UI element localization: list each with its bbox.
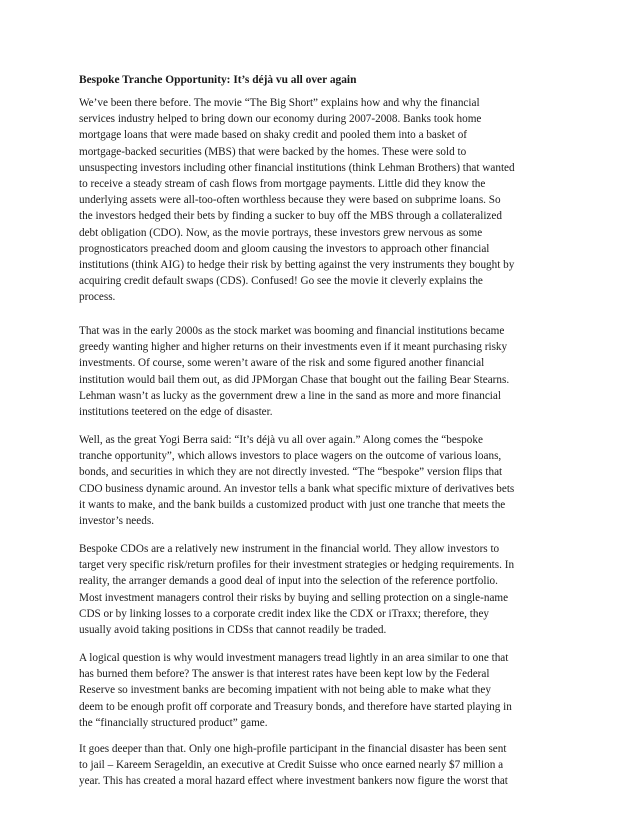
text-line: investments. Of course, some weren’t aware of the risk and some figured another financial — [79, 357, 485, 370]
text-line: Lehman wasn’t as lucky as the government drew a line in the sand as more and more financial — [79, 389, 501, 402]
paragraph-2 — [79, 323, 569, 420]
text-line: bonds, and securities in which they are not directly invested. “The “bespoke” version flips that — [79, 466, 503, 479]
text-line: CDO business dynamic around. An investor tells a bank what specific mixture of derivatives bets — [79, 482, 515, 495]
text-line: mortgage loans that were made based on shaky credit and pooled them into a basket of — [79, 129, 468, 142]
text-line: Most investment managers control their risks by buying and selling protection on a single-name — [79, 591, 509, 604]
text-line: year. This has created a moral hazard effect where investment bankers now figure the worst that — [79, 775, 508, 788]
text-line: target very specific risk/return profiles for their investment strategies or hedging requirements. In — [79, 559, 515, 572]
text-line: the investors hedged their bets by finding a sucker to buy off the MBS through a collateralized — [79, 210, 502, 223]
text-line: Bespoke CDOs are a relatively new instrument in the financial world. They allow investors to — [79, 543, 500, 555]
text-line: investor’s needs. — [79, 514, 154, 527]
text-line: institution would bail them out, as did JPMorgan Chase that bought out the failing Bear Stearns. — [79, 373, 510, 386]
text-line: deem to be enough profit off corporate and Treasury bonds, and therefore have started playing in — [79, 700, 512, 713]
text-line: it wants to make, and the bank builds a customized product with just one tranche that meets the — [79, 498, 506, 511]
text-line: We’ve been there before. The movie “The Big Short” explains how and why the financial — [79, 97, 480, 109]
document-title: Bespoke Tranche Opportunity: It’s déjà vu all over again — [79, 74, 357, 86]
text-line: institutions (think AIG) to hedge their risk by betting against the very instruments they bought by — [79, 258, 515, 271]
text-line: prognosticators preached doom and gloom causing the investors to approach other financial — [79, 242, 490, 255]
text-line: reality, the arranger demands a good deal of input into the selection of the reference portfolio. — [79, 575, 498, 588]
paragraph-4 — [79, 541, 569, 638]
text-line: process. — [79, 291, 116, 304]
text-line: underlying assets were all-too-often worthless because they were based on subprime loans. So — [79, 194, 501, 207]
paragraph-6 — [79, 741, 569, 790]
text-line: Reserve so investment banks are becoming impatient with not being able to make what they — [79, 684, 491, 697]
text-line: services industry helped to bring down our economy during 2007-2008. Banks took home — [79, 113, 482, 126]
text-line: acquiring credit default swaps (CDS). Confused! Go see the movie it cleverly explains the — [79, 275, 483, 288]
text-line: institutions teetered on the edge of disaster. — [79, 405, 273, 418]
text-line: to jail – Kareem Serageldin, an executive at Credit Suisse who once earned nearly $7 million a — [79, 759, 504, 772]
text-line: tranche opportunity”, which allows investors to place wagers on the outcome of various loans, — [79, 450, 502, 463]
text-line: Well, as the great Yogi Berra said: “It’s déjà vu all over again.” Along comes the “bespoke — [79, 434, 483, 446]
text-line: usually avoid taking positions in CDSs that cannot readily be traded. — [79, 623, 387, 636]
paragraph-3 — [79, 432, 569, 529]
text-line: mortgage-backed securities (MBS) that were backed by the homes. These were sold to — [79, 145, 467, 158]
text-line: to receive a steady stream of cash flows from mortgage payments. Little did they know the — [79, 177, 486, 190]
text-line: That was in the early 2000s as the stock market was booming and financial institutions became — [79, 325, 505, 337]
text-line: CDS or by linking losses to a corporate credit index like the CDX or iTraxx; therefore, they — [79, 607, 490, 620]
paragraph-5 — [79, 650, 569, 731]
text-line: greedy wanting higher and higher returns on their investments even if it meant purchasing risky — [79, 341, 508, 354]
text-line: unsuspecting investors including other financial institutions (think Lehman Brothers) that wanted — [79, 161, 515, 174]
text-line: the “financially structured product” game. — [79, 716, 268, 729]
text-line: has burned them before? The answer is that interest rates have been kept low by the Federal — [79, 668, 490, 681]
text-line: A logical question is why would investment managers tread lightly in an area similar to one that — [79, 652, 509, 664]
paragraph-1 — [79, 95, 569, 305]
text-line: It goes deeper than that. Only one high-profile participant in the financial disaster has been sent — [79, 743, 507, 755]
text-line: debt obligation (CDO). Now, as the movie portrays, these investors grew nervous as some — [79, 226, 483, 239]
